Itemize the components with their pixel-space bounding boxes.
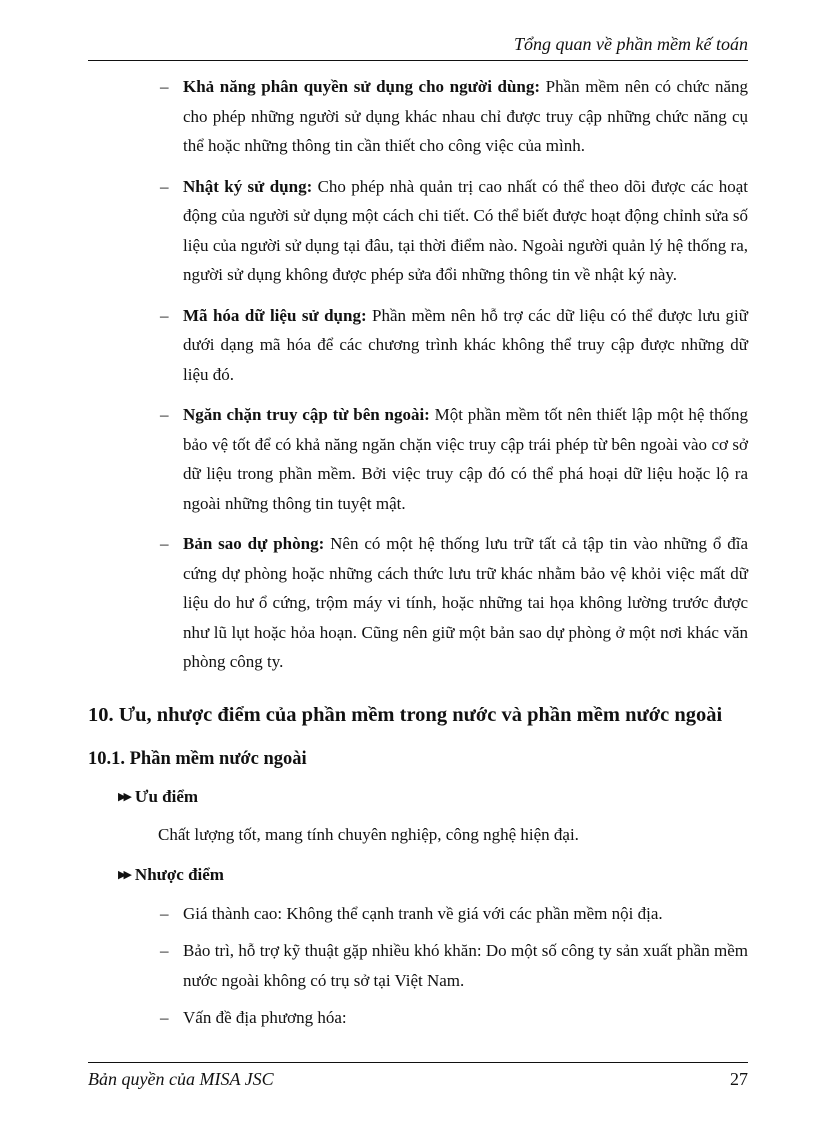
subsection-heading: 10.1. Phần mềm nước ngoài <box>88 748 307 769</box>
item-lead: Nhật ký sử dụng: <box>183 176 313 196</box>
dash-marker: – <box>160 176 169 196</box>
item-text: Phần mềm nên có chức năng cho phép những người sử dụng khác nhau chỉ được truy cập những chức năng cụ thể hoặc những thông tin cần thiết cho công việc của mình. <box>183 77 748 155</box>
advantages-heading <box>118 785 748 811</box>
item-lead: Khả năng phân quyền sử dụng cho người dùng: <box>183 77 541 96</box>
dash-marker: – <box>160 305 169 325</box>
item-text: Giá thành cao: Không thể cạnh tranh về giá với các phần mềm nội địa. <box>183 903 663 923</box>
list-item <box>88 899 748 929</box>
item-lead: Mã hóa dữ liệu sử dụng: <box>183 305 367 325</box>
list-item <box>88 529 748 677</box>
footer-copyright: Bản quyền của MISA JSC <box>88 1069 274 1089</box>
item-text: Vấn đề địa phương hóa: <box>183 1008 347 1027</box>
page-footer <box>88 1062 748 1089</box>
list-item <box>88 1003 748 1033</box>
dash-marker: – <box>160 903 169 923</box>
item-text: Bảo trì, hỗ trợ kỹ thuật gặp nhiều khó khăn: Do một số công ty sản xuất phần mềm nước ngoài không có trụ sở tại Việt Nam. <box>183 941 748 990</box>
dash-marker: – <box>160 405 169 424</box>
list-item <box>88 400 748 518</box>
item-text: Cho phép nhà quản trị cao nhất có thể theo dõi được các hoạt động của người sử dụng một cách chi tiết. Có thể biết được hoạt động chỉnh sửa số liệu của người sử dụng tại đâu, tại thời điểm nào. Ngoài người quản lý hệ thống ra, người sử dụng không được phép sửa đổi những thông tin về nhật ký này. <box>183 176 748 284</box>
item-lead: Ngăn chặn truy cập từ bên ngoài: <box>183 405 430 424</box>
list-item <box>88 172 748 290</box>
list-item <box>88 936 748 995</box>
dash-marker: – <box>160 941 169 960</box>
double-arrow-icon: ▶▶ <box>118 868 129 881</box>
page-number: 27 <box>730 1069 748 1089</box>
advantages-title: Ưu điểm <box>134 786 199 806</box>
disadvantages-list <box>88 899 748 1033</box>
dash-marker: – <box>160 1008 169 1027</box>
page-content <box>88 72 748 1041</box>
item-text: Nên có một hệ thống lưu trữ tất cả tập tin vào những ổ đĩa cứng dự phòng hoặc những cách thức lưu trữ khác nhằm bảo vệ khỏi việc mất dữ liệu do hư ổ cứng, trộm máy vi tính, hoặc những tai họa không lường trước được như lũ lụt hoặc hỏa hoạn. Cũng nên giữ một bản sao dự phòng ở một nơi khác văn phòng công ty. <box>183 534 748 671</box>
page-header <box>88 30 748 61</box>
section-heading: 10. Ưu, nhược điểm của phần mềm trong nước và phần mềm nước ngoài <box>88 703 723 726</box>
item-text: Một phần mềm tốt nên thiết lập một hệ thống bảo vệ tốt để có khả năng ngăn chặn việc truy cập trái phép từ bên ngoài vào cơ sở dữ liệu trong phần mềm. Bởi việc truy cập đó có thể phá hoại dữ liệu hoặc lộ ra ngoài những thông tin tuyệt mật. <box>183 405 748 513</box>
dash-marker: – <box>160 534 169 553</box>
advantages-text: Chất lượng tốt, mang tính chuyên nghiệp, công nghệ hiện đại. <box>158 824 579 844</box>
item-lead: Bản sao dự phòng: <box>183 534 325 553</box>
disadvantages-title: Nhược điểm <box>134 864 224 884</box>
header-title: Tổng quan về phần mềm kế toán <box>514 34 748 54</box>
double-arrow-icon: ▶▶ <box>118 790 129 803</box>
dash-marker: – <box>160 77 169 96</box>
list-item <box>88 72 748 161</box>
disadvantages-heading <box>118 863 748 889</box>
list-item <box>88 301 748 390</box>
item-text: Phần mềm nên hỗ trợ các dữ liệu có thể được lưu giữ dưới dạng mã hóa để các chương trình khác không thể truy cập được những dữ liệu đó. <box>183 305 748 384</box>
